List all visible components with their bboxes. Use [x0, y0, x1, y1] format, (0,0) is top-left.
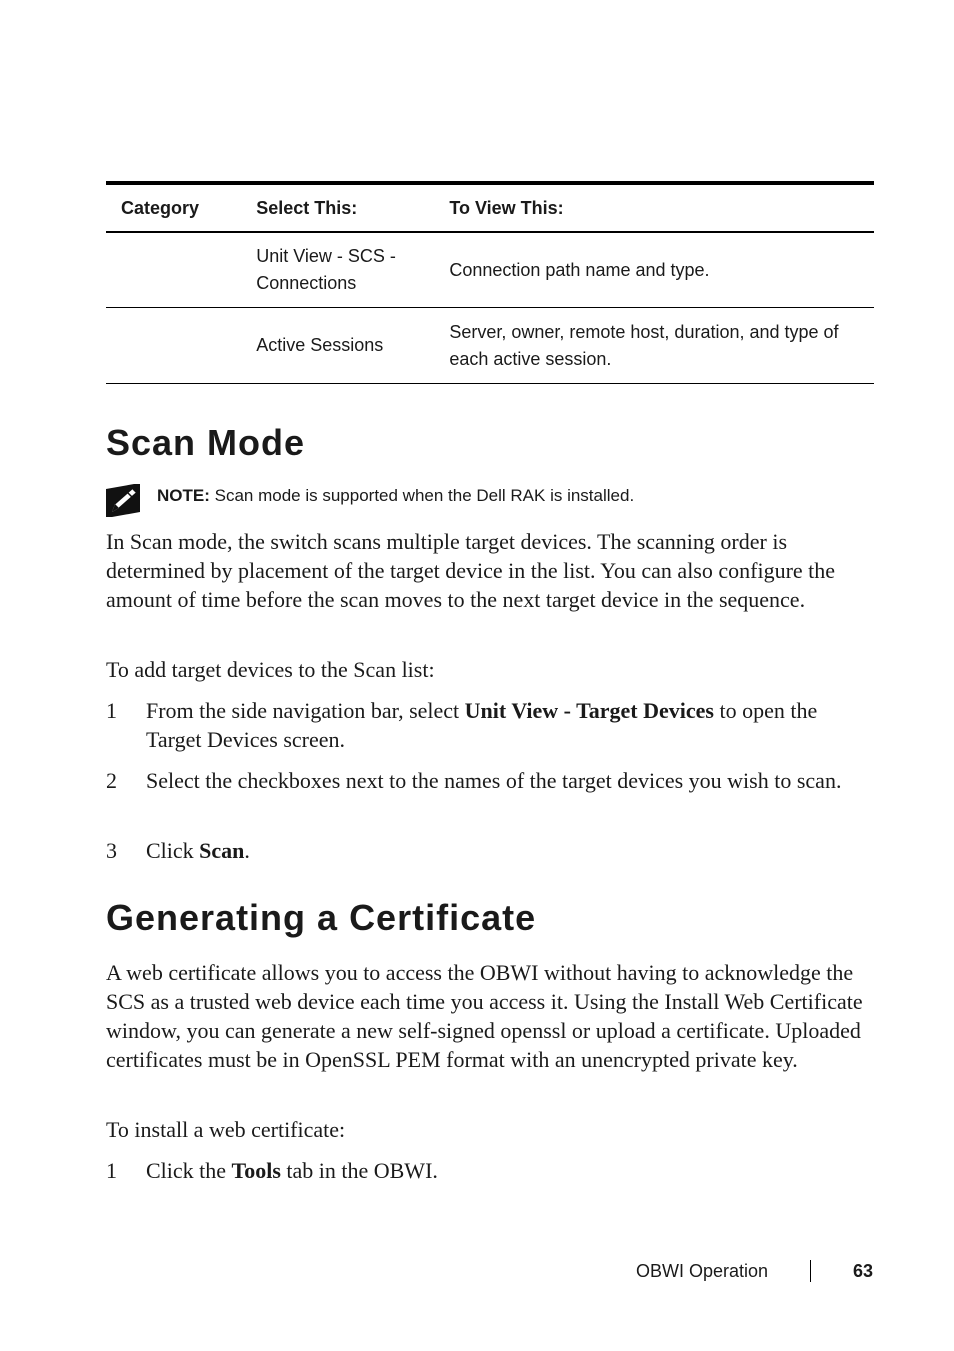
step-number: 3 [106, 838, 117, 863]
footer-separator [810, 1260, 811, 1282]
note-callout [106, 482, 874, 518]
cell-category [106, 232, 256, 308]
cell-view: Connection path name and type. [449, 259, 710, 280]
table-header-row [106, 183, 874, 232]
table-row [106, 232, 874, 308]
cell-select: Unit View - SCS - Connections [256, 246, 396, 293]
cell-category [106, 308, 256, 384]
scan-mode-intro: In Scan mode, the switch scans multiple target devices. The scanning order is determined by placement of the target device in the list. You can also configure the amount of time before the scan moves to the next target device in the sequence. [106, 529, 836, 612]
certificate-heading: Generating a Certificate [106, 897, 537, 938]
certificate-intro: A web certificate allows you to access the OBWI without having to acknowledge the SCS as a trusted web device each time you access it. Using the Install Web Certificate window, you can generate a new self-signed openssl or upload a certificate. Uploaded certificates must be in OpenSSL PEM format with an unencrypted private key. [106, 960, 863, 1072]
step-text-post: tab in the OBWI. [280, 1158, 438, 1183]
step-text [146, 836, 876, 865]
header-to-view-this: To View This: [449, 197, 564, 218]
info-table-wrapper [106, 181, 874, 384]
step-text-pre: Click [146, 838, 200, 863]
step-number: 1 [106, 698, 117, 723]
step-text-pre: From the side navigation bar, select [146, 698, 465, 723]
step-text-pre: Click the [146, 1158, 232, 1183]
step-text [146, 696, 876, 754]
note-pencil-icon [106, 484, 140, 517]
page-number: 63 [852, 1261, 873, 1281]
page-footer [0, 1257, 954, 1285]
step-ui-term: Unit View - Target Devices [464, 698, 714, 723]
step-text-post: . [244, 838, 250, 863]
category-table [106, 181, 874, 384]
table-row [106, 308, 874, 384]
cell-view: Server, owner, remote host, duration, and type of each active session. [449, 321, 839, 369]
step-ui-term: Scan [199, 838, 245, 863]
step-text-pre: Select the checkboxes next to the names of the target devices you wish to scan. [146, 768, 842, 793]
note-body: Scan mode is supported when the Dell RAK is installed. [209, 486, 635, 505]
scan-mode-heading: Scan Mode [106, 422, 306, 463]
step-ui-term: Tools [231, 1158, 281, 1183]
certificate-lead-in: To install a web certificate: [106, 1117, 346, 1142]
note-text [157, 484, 634, 508]
footer-section-title: OBWI Operation [635, 1261, 768, 1281]
note-label: NOTE: [157, 486, 210, 505]
step-text [146, 1156, 876, 1185]
header-select-this: Select This: [256, 197, 358, 218]
header-category: Category [121, 197, 200, 218]
scan-mode-lead-in: To add target devices to the Scan list: [106, 657, 435, 682]
step-text [146, 766, 876, 795]
step-number: 2 [106, 768, 117, 793]
cell-select: Active Sessions [256, 335, 384, 355]
step-text-post: to open the Target Devices screen. [146, 698, 818, 752]
step-number: 1 [106, 1158, 117, 1183]
